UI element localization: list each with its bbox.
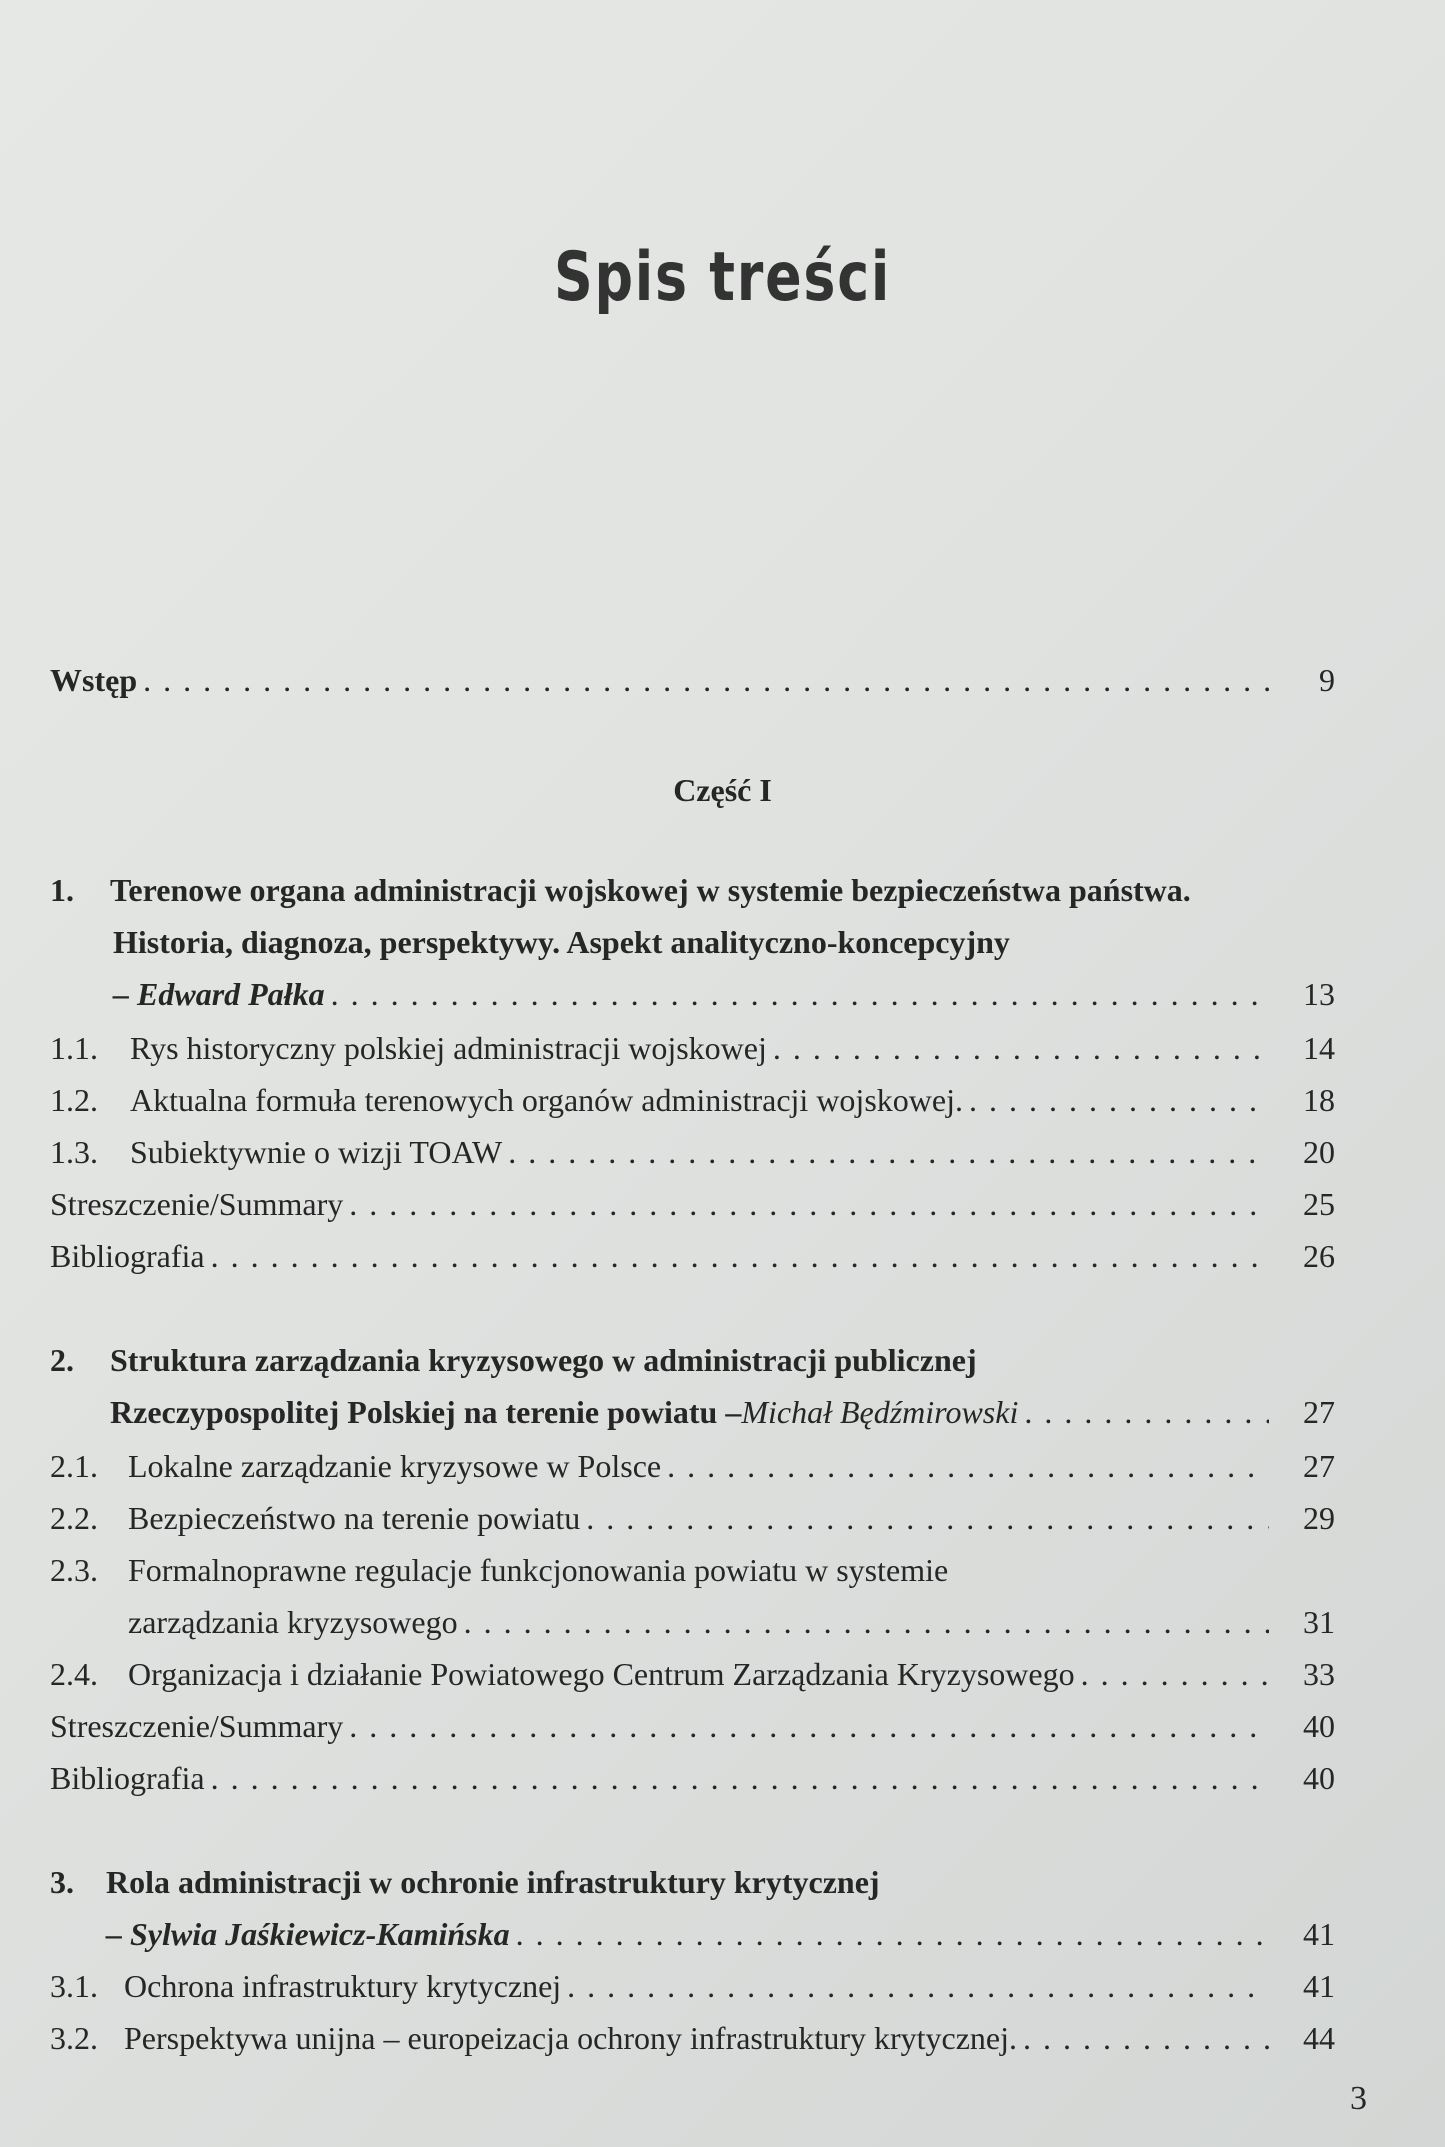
chapter-1-page: 13 — [1303, 976, 1335, 1012]
section-2-2: 2.2. Bezpieczeństwo na terenie powiatu . . . 29 — [50, 1502, 1335, 1534]
chapter-3-number: 3. — [50, 1864, 74, 1900]
section-3-2: 3.2. Perspektywa unijna – europeizacja ochrony infrastruktury krytycznej. . . . 44 — [50, 2022, 1335, 2054]
chapter-1-author: – Edward Pałka — [113, 976, 325, 1012]
chapter-1-title-line1: 1. Terenowe organa administracji wojskowej w systemie bezpieczeństwa państwa. — [50, 872, 1191, 908]
section-2-1: 2.1. Lokalne zarządzanie kryzysowe w Polsce . . . 27 — [50, 1450, 1335, 1482]
chapter-3-author: – Sylwia Jaśkiewicz-Kamińska — [106, 1916, 510, 1952]
chapter-2-page: 27 — [1303, 1394, 1335, 1430]
chapter-1-number: 1. — [50, 872, 74, 908]
intro-label: Wstęp — [50, 662, 138, 698]
page-title: Spis treści — [553, 238, 892, 317]
toc-entry-intro — [50, 664, 1335, 696]
chapter-1-title-line2: Historia, diagnoza, perspektywy. Aspekt analityczno-koncepcyjny — [113, 924, 1010, 960]
chapter-3-author-line — [106, 1918, 1335, 1950]
chapter-2-title-line1: 2. Struktura zarządzania kryzysowego w administracji publicznej — [50, 1342, 977, 1378]
leader-dots — [143, 664, 1269, 696]
chapter-1-bibliography: Bibliografia . . . 26 — [50, 1240, 1335, 1272]
chapter-2-title-line2: Rzeczypospolitej Polskiej na terenie powiatu – Michał Będźmirowski . . . 27 — [110, 1396, 1335, 1428]
section-1-1: 1.1. Rys historyczny polskiej administracji wojskowej . . . 14 — [50, 1032, 1335, 1064]
section-2-3-line1: 2.3. Formalnoprawne regulacje funkcjonowania powiatu w systemie — [50, 1552, 949, 1588]
section-1-2: 1.2. Aktualna formuła terenowych organów administracji wojskowej. . . . 18 — [50, 1084, 1335, 1116]
chapter-2-bibliography: Bibliografia . . . 40 — [50, 1762, 1335, 1794]
section-2-3-line2: zarządzania kryzysowego . . . 31 — [128, 1606, 1335, 1638]
chapter-3-page: 41 — [1303, 1916, 1335, 1952]
page-number: 3 — [1350, 2080, 1367, 2117]
section-3-1: 3.1. Ochrona infrastruktury krytycznej . . . 41 — [50, 1970, 1335, 2002]
chapter-3-title: 3. Rola administracji w ochronie infrastruktury krytycznej — [50, 1864, 880, 1900]
intro-page: 9 — [1319, 662, 1335, 698]
chapter-2-summary: Streszczenie/Summary . . . 40 — [50, 1710, 1335, 1742]
chapter-1-summary: Streszczenie/Summary . . . 25 — [50, 1188, 1335, 1220]
section-2-4: 2.4. Organizacja i działanie Powiatowego Centrum Zarządzania Kryzysowego . . . 33 — [50, 1658, 1335, 1690]
chapter-2-number: 2. — [50, 1342, 74, 1378]
chapter-2-author: Michał Będźmirowski — [741, 1394, 1019, 1430]
part-heading: Część I — [673, 772, 772, 808]
section-1-3: 1.3. Subiektywnie o wizji TOAW . . . 20 — [50, 1136, 1335, 1168]
leader-dots — [331, 978, 1269, 1010]
chapter-1-author-line — [113, 978, 1335, 1010]
